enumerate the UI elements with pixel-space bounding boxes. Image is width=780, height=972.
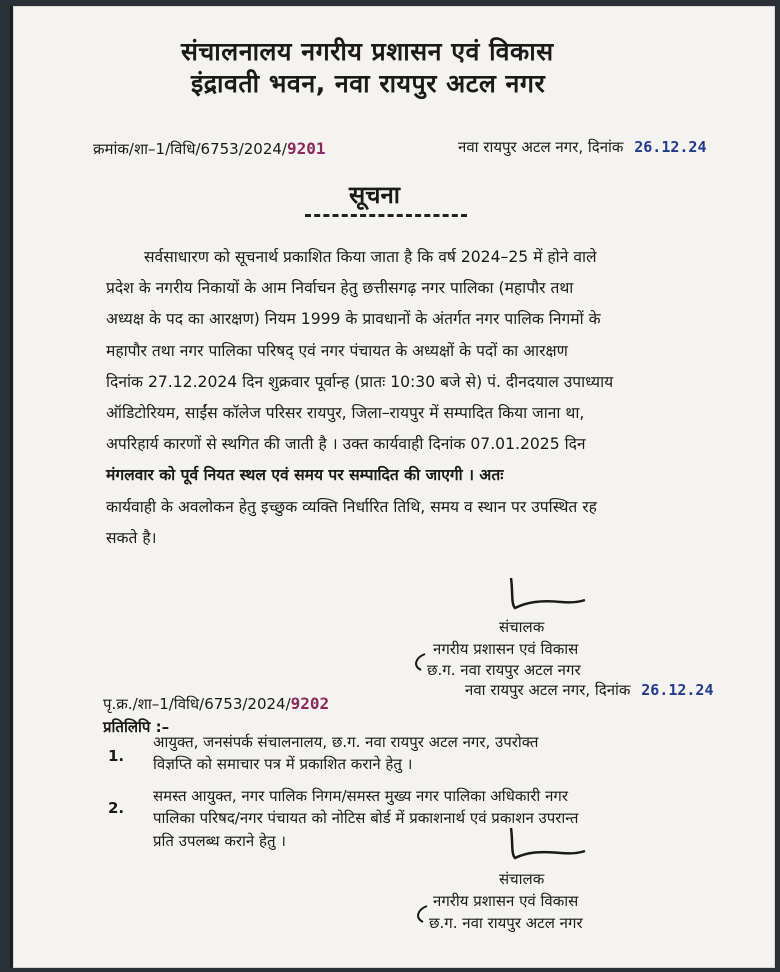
place-date: नवा रायपुर अटल नगर, दिनांक 26.12.24	[458, 138, 707, 156]
body-line: अध्यक्ष के पद का आरक्षण) नियम 1999 के प्रावधानों के अंतर्गत नगर पालिक निगमों के	[106, 310, 601, 329]
header-office-name: संचालनालय नगरीय प्रशासन एवं विकास	[181, 37, 554, 66]
body-line: कार्यवाही के अवलोकन हेतु इच्छुक व्यक्ति निर्धारित तिथि, समय व स्थान पर उपस्थित रह	[106, 497, 597, 516]
handwritten-endorsement-number: 9202	[290, 694, 330, 713]
notice-title: सूचना	[349, 181, 400, 209]
handwritten-date: 26.12.24	[634, 138, 707, 156]
copy-item-number: 1.	[108, 747, 125, 765]
handwritten-ref-number: 9201	[286, 139, 326, 158]
body-line: महापौर तथा नगर पालिका परिषद् एवं नगर पंचायत के अध्यक्षों के पदों का आरक्षण	[106, 341, 568, 360]
title-underline	[305, 214, 467, 217]
notice-body	[106, 242, 706, 554]
copy-item-line: विज्ञप्ति को समाचार पत्र में प्रकाशित कराने हेतु ।	[153, 755, 413, 773]
signature-mark	[501, 572, 591, 614]
copy-item-line: प्रति उपलब्ध कराने हेतु ।	[153, 832, 286, 850]
signatory-designation: संचालक	[499, 870, 545, 888]
handwritten-date: 26.12.24	[641, 681, 714, 699]
copy-item-line: समस्त आयुक्त, नगर पालिक निगम/समस्त मुख्य नगर पालिका अधिकारी नगर	[153, 787, 568, 805]
endorsement-number: पृ.क्र./शा–1/विधि/6753/2024/9202	[103, 694, 330, 713]
body-line: सकते है।	[106, 528, 157, 547]
signatory-location: छ.ग. नवा रायपुर अटल नगर	[427, 661, 581, 679]
reference-number: क्रमांक/शा–1/विधि/6753/2024/9201	[93, 139, 326, 158]
body-line: प्रदेश के नगरीय निकायों के आम निर्वाचन हेतु छत्तीसगढ़ नगर पालिका (महापौर तथा	[106, 279, 574, 298]
copy-item-number: 2.	[108, 799, 125, 817]
body-line: सर्वसाधारण को सूचनार्थ प्रकाशित किया जाता है कि वर्ष 2024–25 में होने वाले	[144, 248, 597, 266]
copy-item-line: आयुक्त, जनसंपर्क संचालनालय, छ.ग. नवा रायपुर अटल नगर, उपरोक्त	[153, 733, 539, 751]
copy-to-label: प्रतिलिपि :–	[103, 718, 170, 736]
header-address: इंद्रावती भवन, नवा रायपुर अटल नगर	[191, 69, 546, 98]
body-line-emphasis: मंगलवार को पूर्व नियत स्थल एवं समय पर सम्पादित की जाएगी । अतः	[106, 466, 504, 485]
signatory-place-date: नवा रायपुर अटल नगर, दिनांक 26.12.24	[465, 681, 714, 699]
signatory-department: नगरीय प्रशासन एवं विकास	[433, 892, 579, 910]
signatory-department: नगरीय प्रशासन एवं विकास	[433, 640, 579, 658]
signatory-location: छ.ग. नवा रायपुर अटल नगर	[429, 914, 583, 932]
copy-item-line: पालिका परिषद/नगर पंचायत को नोटिस बोर्ड में प्रकाशनार्थ एवं प्रकाशन उपरान्त	[153, 809, 579, 827]
body-line: दिनांक 27.12.2024 दिन शुक्रवार पूर्वान्ह (प्रातः 10:30 बजे से) पं. दीनदयाल उपाध्याय	[106, 372, 614, 391]
body-line: ऑडिटोरियम, साईंस कॉलेज परिसर रायपुर, जिला–रायपुर में सम्पादित किया जाना था,	[106, 403, 585, 422]
signature-mark	[501, 824, 591, 866]
signatory-designation: संचालक	[499, 618, 545, 636]
body-line: अपरिहार्य कारणों से स्थगित की जाती है । उक्त कार्यवाही दिनांक 07.01.2025 दिन	[106, 435, 586, 454]
notice-document	[10, 6, 775, 968]
